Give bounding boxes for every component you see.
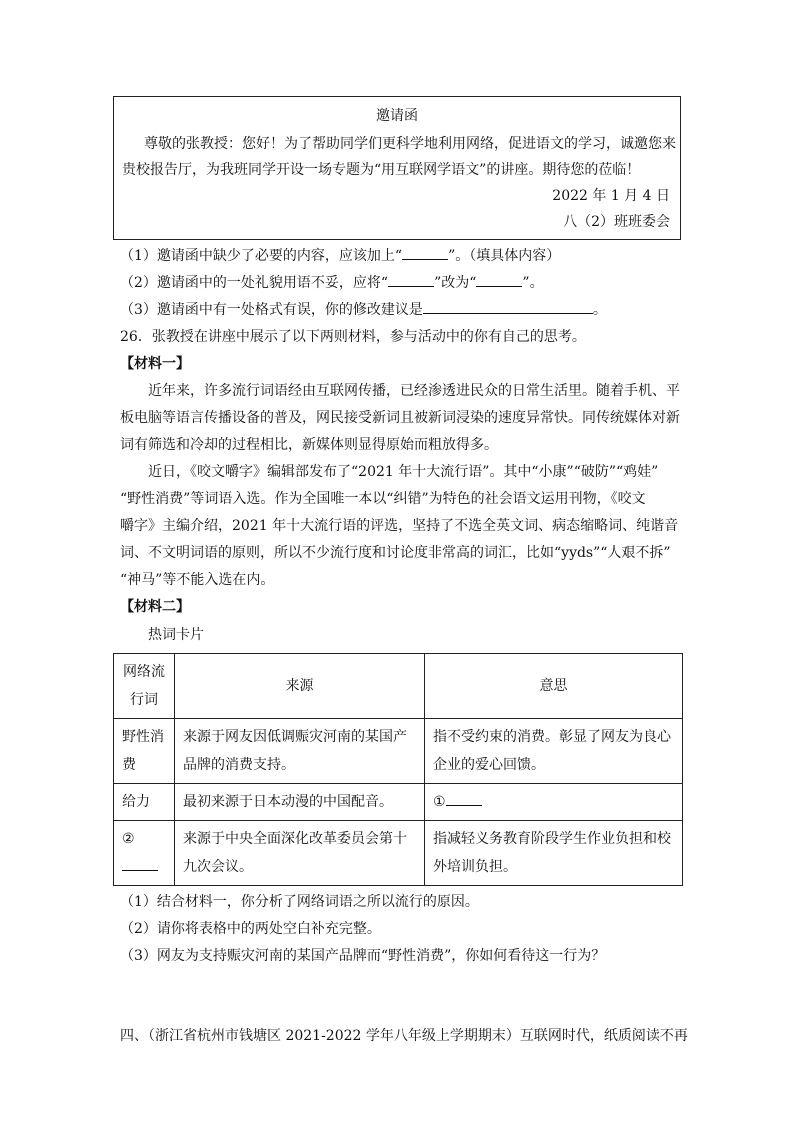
- table-cell: 来源于网友因低调赈灾河南的某国产品牌的消费支持。: [175, 719, 425, 784]
- material-1-line: 板电脑等语言传播设备的普及，网民接受新词且被新词浸染的速度异常快。同传统媒体对新: [120, 410, 680, 426]
- question-25-2: （2）邀请函中的一处礼貌用语不妥，应将“ ”改为“ ”。: [120, 272, 544, 292]
- hot-words-table: [113, 653, 683, 886]
- material-1-label: 【材料一】: [120, 356, 190, 372]
- answer-blank[interactable]: [122, 856, 158, 871]
- table-row: [114, 821, 683, 886]
- table-row: [114, 784, 683, 821]
- table-cell-blank-2: ②: [114, 821, 175, 886]
- letter-date: 2022 年 1 月 4 日: [552, 188, 670, 204]
- table-header: 网络流行词: [114, 654, 175, 719]
- table-cell: 指减轻义务教育阶段学生作业负担和校外培训负担。: [425, 821, 683, 886]
- table-cell: 给力: [114, 784, 175, 821]
- table-cell: 野性消费: [114, 719, 175, 784]
- answer-blank[interactable]: [402, 245, 448, 260]
- table-row: [114, 719, 683, 784]
- answer-blank[interactable]: [423, 299, 593, 314]
- question-25-3: （3）邀请函中有一处格式有误，你的修改建议是 。: [120, 299, 607, 319]
- question-26-3: （3）网友为支持赈灾河南的某国产品牌而“野性消费”，你如何看待这一行为？: [120, 948, 606, 964]
- material-1-line: 词、不文明词语的原则，所以不少流行度和讨论度非常高的词汇，比如“yyds”“人艰不拆”: [120, 545, 671, 561]
- invitation-letter-box: [113, 96, 681, 240]
- card-title: 热词卡片: [148, 627, 204, 643]
- question-25-1: （1）邀请函中缺少了必要的内容，应该加上“ ”。（填具体内容）: [120, 245, 560, 265]
- section-4-heading: 四、（浙江省杭州市钱塘区 2021-2022 学年八年级上学期期末）互联网时代，纸质阅读不再: [120, 1028, 688, 1044]
- question-26-1: （1）结合材料一，你分析了网络词语之所以流行的原因。: [120, 894, 479, 910]
- material-1-line: “神马”等不能入选在内。: [120, 572, 275, 588]
- question-26-intro: 26．张教授在讲座中展示了以下两则材料，参与活动中的你有自己的思考。: [120, 329, 586, 345]
- answer-blank[interactable]: [446, 791, 482, 806]
- table-header: 来源: [175, 654, 425, 719]
- material-1-line: 近日，《咬文嚼字》编辑部发布了“2021 年十大流行语”。其中“小康”“破防”“鸡娃”: [148, 464, 659, 480]
- table-header-row: [114, 654, 683, 719]
- question-26-2: （2）请你将表格中的两处空白补充完整。: [120, 921, 381, 937]
- answer-blank[interactable]: [476, 272, 522, 287]
- material-1-line: 近年来，许多流行词语经由互联网传播，已经渗透进民众的日常生活里。随着手机、平: [148, 383, 680, 399]
- letter-body-line-1: 尊敬的张教授：您好！为了帮助同学们更科学地利用网络，促进语文的学习，诚邀您来: [144, 136, 676, 152]
- answer-blank[interactable]: [388, 272, 434, 287]
- table-cell-blank-1: ①: [425, 784, 683, 821]
- material-1-line: “野性消费”等词语入选。作为全国唯一本以“纠错”为特色的社会语文运用刊物，《咬文: [120, 491, 646, 507]
- table-header: 意思: [425, 654, 683, 719]
- table-cell: 来源于中央全面深化改革委员会第十九次会议。: [175, 821, 425, 886]
- material-1-line: 嚼字》主编介绍，2021 年十大流行语的评选，坚持了不选全英文词、病态缩略词、纯谐音: [120, 518, 679, 534]
- table-cell: 指不受约束的消费。彰显了网友为良心企业的爱心回馈。: [425, 719, 683, 784]
- letter-body-line-2: 贵校报告厅，为我班同学开设一场专题为“用互联网学语文”的讲座。期待您的莅临！: [122, 162, 641, 178]
- letter-signature: 八（2）班班委会: [563, 214, 670, 230]
- material-2-label: 【材料二】: [120, 599, 190, 615]
- table-cell: 最初来源于日本动漫的中国配音。: [175, 784, 425, 821]
- letter-title: 邀请函: [376, 108, 418, 124]
- material-1-line: 词有筛选和冷却的过程相比，新媒体则显得原始而粗放得多。: [120, 437, 498, 453]
